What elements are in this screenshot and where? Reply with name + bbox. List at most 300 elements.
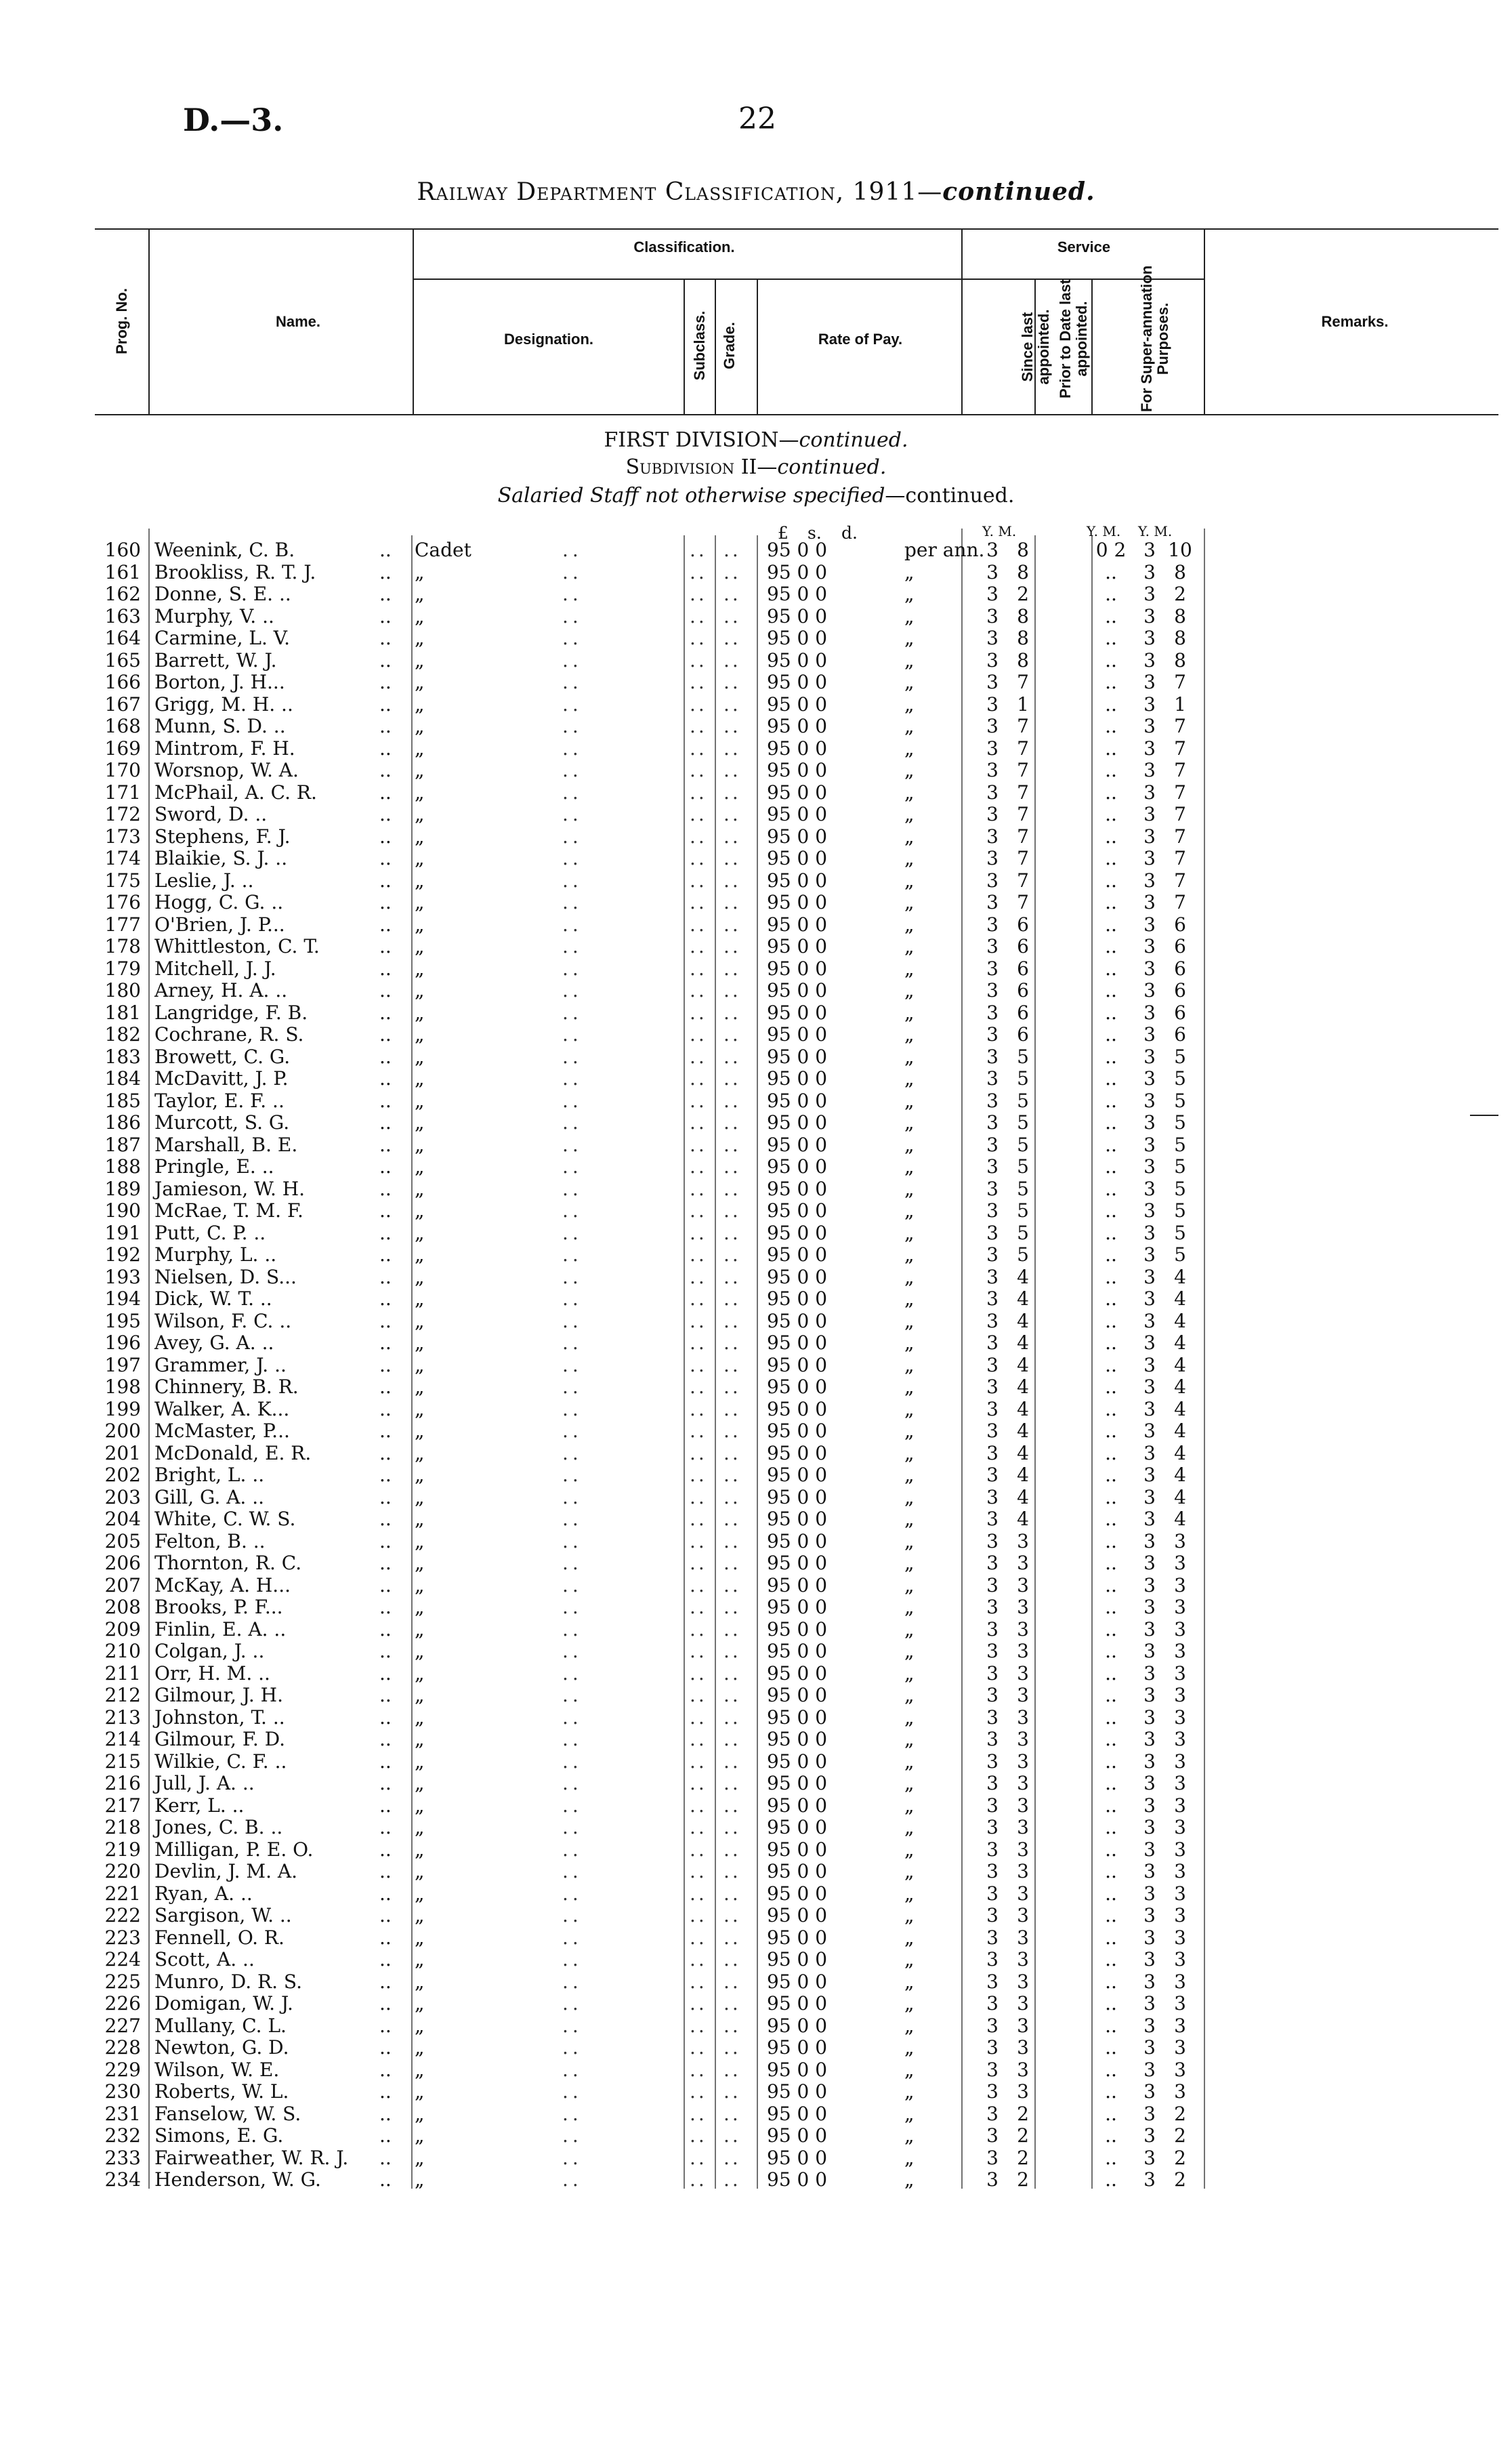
staff-name: Borton, J. H... [154, 671, 285, 693]
super-years: 3 [1143, 1970, 1156, 1993]
grade-cell: .. [723, 1111, 741, 1134]
subdivision-continued: continued. [777, 455, 887, 479]
since-years: 3 [986, 1265, 999, 1288]
table-row [0, 2169, 1512, 2191]
subclass-cell: .. [690, 803, 707, 825]
designation-leader: .. [562, 2080, 583, 2103]
prior-service: .. [1105, 825, 1117, 848]
subclass-cell: .. [690, 1133, 707, 1156]
rate-of-pay: 95 0 0 [767, 1155, 828, 1178]
table-row [0, 936, 1512, 957]
table-row [0, 1751, 1512, 1773]
designation-leader: .. [562, 2014, 583, 2037]
rate-of-pay: 95 0 0 [767, 1420, 828, 1442]
name-leader: .. [379, 737, 392, 760]
name-leader: .. [379, 957, 392, 980]
table-row [0, 1949, 1512, 1970]
table-row [0, 1971, 1512, 1993]
pay-period: „ [904, 1860, 915, 1882]
rate-of-pay: 95 0 0 [767, 1794, 828, 1817]
name-leader: .. [379, 847, 392, 869]
name-leader: .. [379, 1485, 392, 1508]
prog-no: 219 [104, 1838, 141, 1861]
rate-of-pay: 95 0 0 [767, 1728, 828, 1750]
since-months: 7 [1017, 825, 1029, 848]
designation-leader: .. [562, 1485, 583, 1508]
subclass-cell: .. [690, 1529, 707, 1552]
designation-leader: .. [562, 1882, 583, 1905]
pay-period: „ [904, 560, 915, 583]
since-months: 5 [1017, 1067, 1029, 1090]
super-years: 3 [1143, 1067, 1156, 1090]
pay-period: „ [904, 671, 915, 693]
designation: „ [415, 1617, 425, 1640]
staff-name: Grigg, M. H. .. [154, 693, 293, 716]
prior-service: .. [1105, 1309, 1117, 1332]
since-months: 4 [1017, 1331, 1029, 1354]
pay-period: „ [904, 803, 915, 825]
designation: „ [415, 604, 425, 627]
super-years: 3 [1143, 1221, 1156, 1244]
document-reference: D.—3. [183, 102, 284, 138]
staff-name: Jull, J. A. .. [154, 1772, 255, 1794]
name-leader: .. [379, 1728, 392, 1750]
super-years: 3 [1143, 1155, 1156, 1178]
table-row [0, 1575, 1512, 1596]
pay-period: „ [904, 1243, 915, 1266]
prog-no: 161 [104, 560, 141, 583]
designation: „ [415, 1089, 425, 1112]
since-months: 7 [1017, 847, 1029, 869]
table-row [0, 914, 1512, 936]
subclass-cell: .. [690, 1265, 707, 1288]
designation-leader: .. [562, 1089, 583, 1112]
col-header-prior-to-date [1057, 254, 1090, 424]
since-months: 3 [1017, 2014, 1029, 2037]
since-months: 5 [1017, 1155, 1029, 1178]
rate-of-pay: 95 0 0 [767, 560, 828, 583]
super-months: 5 [1174, 1243, 1186, 1266]
pay-period: „ [904, 2080, 915, 2103]
since-months: 3 [1017, 1860, 1029, 1882]
prior-service: .. [1105, 2102, 1117, 2125]
super-years: 3 [1143, 1420, 1156, 1442]
since-months: 5 [1017, 1111, 1029, 1134]
staff-name: Fennell, O. R. [154, 1926, 285, 1949]
designation-leader: .. [562, 1309, 583, 1332]
designation-leader: .. [562, 979, 583, 1002]
since-months: 6 [1017, 979, 1029, 1002]
since-months: 4 [1017, 1353, 1029, 1376]
rate-of-pay: 95 0 0 [767, 979, 828, 1002]
subclass-cell: .. [690, 560, 707, 583]
super-years: 3 [1143, 1706, 1156, 1729]
staff-name: McMaster, P... [154, 1420, 290, 1442]
rate-of-pay: 95 0 0 [767, 1287, 828, 1310]
grade-cell: .. [723, 2014, 741, 2037]
table-row [0, 627, 1512, 649]
prior-service: .. [1105, 803, 1117, 825]
unit-pounds: £ [778, 523, 789, 543]
designation: „ [415, 781, 425, 804]
name-leader: .. [379, 1243, 392, 1266]
table-row [0, 1707, 1512, 1729]
rate-of-pay: 95 0 0 [767, 693, 828, 716]
since-months: 3 [1017, 1992, 1029, 2015]
since-months: 5 [1017, 1221, 1029, 1244]
table-row [0, 539, 1512, 561]
staff-name: Ryan, A. .. [154, 1882, 253, 1905]
pay-period: „ [904, 1265, 915, 1288]
prog-no: 198 [104, 1376, 141, 1398]
since-years: 3 [986, 671, 999, 693]
staff-name: Fairweather, W. R. J. [154, 2146, 349, 2169]
since-months: 3 [1017, 1706, 1029, 1729]
designation-leader: .. [562, 1376, 583, 1398]
since-years: 3 [986, 2058, 999, 2081]
super-years: 3 [1143, 1992, 1156, 2015]
prior-service: .. [1105, 1067, 1117, 1090]
col-header-since-last [1020, 272, 1052, 421]
since-months: 5 [1017, 1243, 1029, 1266]
table-row [0, 1795, 1512, 1817]
table-row [0, 826, 1512, 848]
name-leader: .. [379, 2124, 392, 2147]
since-years: 3 [986, 1133, 999, 1156]
designation-leader: .. [562, 759, 583, 781]
prior-service: .. [1105, 1750, 1117, 1773]
name-leader: .. [379, 1794, 392, 1817]
prior-service: .. [1105, 1882, 1117, 1905]
name-leader: .. [379, 1573, 392, 1596]
pay-period: „ [904, 781, 915, 804]
designation-leader: .. [562, 1926, 583, 1949]
staff-name: McRae, T. M. F. [154, 1199, 303, 1222]
name-leader: .. [379, 2168, 392, 2191]
grade-cell: .. [723, 671, 741, 693]
prior-service: .. [1105, 957, 1117, 980]
subclass-cell: .. [690, 1420, 707, 1442]
staff-name: Roberts, W. L. [154, 2080, 289, 2103]
table-row [0, 2059, 1512, 2081]
name-leader: .. [379, 913, 392, 936]
prog-no: 179 [104, 957, 141, 980]
super-years: 3 [1143, 715, 1156, 737]
rate-of-pay: 95 0 0 [767, 1331, 828, 1354]
designation: „ [415, 1508, 425, 1530]
prog-no: 166 [104, 671, 141, 693]
pay-period: „ [904, 1485, 915, 1508]
prog-no: 232 [104, 2124, 141, 2147]
since-years: 3 [986, 1441, 999, 1464]
subclass-cell: .. [690, 1684, 707, 1706]
super-months: 1 [1174, 693, 1186, 716]
name-leader: .. [379, 1199, 392, 1222]
super-months: 5 [1174, 1111, 1186, 1134]
super-months: 3 [1174, 1860, 1186, 1882]
staff-name: Henderson, W. G. [154, 2168, 321, 2191]
designation-leader: .. [562, 1838, 583, 1861]
rate-of-pay: 95 0 0 [767, 1177, 828, 1200]
prior-service: .. [1105, 1464, 1117, 1486]
since-years: 3 [986, 1529, 999, 1552]
since-months: 5 [1017, 1177, 1029, 1200]
name-leader: .. [379, 1265, 392, 1288]
prior-service: .. [1105, 1023, 1117, 1046]
super-years: 3 [1143, 957, 1156, 980]
name-leader: .. [379, 1441, 392, 1464]
super-months: 4 [1174, 1441, 1186, 1464]
rate-of-pay: 95 0 0 [767, 2080, 828, 2103]
designation-leader: .. [562, 2146, 583, 2169]
grade-cell: .. [723, 1617, 741, 1640]
super-years: 3 [1143, 935, 1156, 957]
table-row [0, 804, 1512, 825]
prog-no: 177 [104, 913, 141, 936]
since-years: 3 [986, 1772, 999, 1794]
prior-service: .. [1105, 2146, 1117, 2169]
table-row [0, 1332, 1512, 1354]
prior-service: .. [1105, 1243, 1117, 1266]
prog-no: 212 [104, 1684, 141, 1706]
subclass-cell: .. [690, 1199, 707, 1222]
super-years: 3 [1143, 1177, 1156, 1200]
grade-cell: .. [723, 1464, 741, 1486]
designation-leader: .. [562, 847, 583, 869]
staff-name: Langridge, F. B. [154, 1001, 308, 1024]
designation: „ [415, 2058, 425, 2081]
prog-no: 199 [104, 1397, 141, 1420]
super-months: 2 [1174, 2124, 1186, 2147]
since-years: 3 [986, 891, 999, 913]
pay-period: „ [904, 1970, 915, 1993]
table-row [0, 1640, 1512, 1662]
super-months: 7 [1174, 803, 1186, 825]
prior-service: .. [1105, 1287, 1117, 1310]
table-row [0, 1552, 1512, 1574]
designation-leader: .. [562, 560, 583, 583]
prog-no: 214 [104, 1728, 141, 1750]
title-continued: continued. [942, 178, 1095, 206]
designation: „ [415, 1882, 425, 1905]
staff-name: Wilkie, C. F. .. [154, 1750, 287, 1773]
grade-cell: .. [723, 803, 741, 825]
since-years: 3 [986, 1243, 999, 1266]
rate-of-pay: 95 0 0 [767, 1904, 828, 1926]
rate-of-pay: 95 0 0 [767, 1133, 828, 1156]
since-years: 3 [986, 1155, 999, 1178]
grade-cell: .. [723, 583, 741, 605]
subclass-cell: .. [690, 693, 707, 716]
super-months: 2 [1174, 2146, 1186, 2169]
since-months: 3 [1017, 1772, 1029, 1794]
since-years: 3 [986, 1860, 999, 1882]
super-years: 3 [1143, 693, 1156, 716]
designation-leader: .. [562, 825, 583, 848]
subclass-cell: .. [690, 1067, 707, 1090]
super-years: 3 [1143, 1926, 1156, 1949]
super-years: 3 [1143, 1376, 1156, 1398]
col-header-grade: Grade. [721, 322, 738, 369]
designation: „ [415, 2124, 425, 2147]
grade-cell: .. [723, 1376, 741, 1398]
name-leader: .. [379, 1089, 392, 1112]
unit-super-ym: Y. M. [1138, 523, 1173, 539]
super-years: 3 [1143, 648, 1156, 672]
since-months: 7 [1017, 671, 1029, 693]
name-leader: .. [379, 2146, 392, 2169]
designation: „ [415, 957, 425, 980]
designation-leader: .. [562, 627, 583, 649]
designation: „ [415, 2014, 425, 2037]
name-leader: .. [379, 2102, 392, 2125]
since-years: 3 [986, 869, 999, 892]
designation-leader: .. [562, 2102, 583, 2125]
since-years: 3 [986, 648, 999, 672]
prior-service: .. [1105, 1684, 1117, 1706]
designation: „ [415, 1992, 425, 2015]
super-months: 8 [1174, 648, 1186, 672]
staff-name: Blaikie, S. J. .. [154, 847, 288, 869]
designation-leader: .. [562, 1860, 583, 1882]
designation-leader: .. [562, 1970, 583, 1993]
rate-of-pay: 95 0 0 [767, 2102, 828, 2125]
super-months: 7 [1174, 869, 1186, 892]
prog-no: 231 [104, 2102, 141, 2125]
designation-leader: .. [562, 781, 583, 804]
super-months: 5 [1174, 1155, 1186, 1178]
rate-of-pay: 95 0 0 [767, 1992, 828, 2015]
designation: „ [415, 560, 425, 583]
super-years: 3 [1143, 1485, 1156, 1508]
prior-service: .. [1105, 1420, 1117, 1442]
rate-of-pay: 95 0 0 [767, 1265, 828, 1288]
prog-no: 195 [104, 1309, 141, 1332]
table-row [0, 1068, 1512, 1090]
prior-service: .. [1105, 1992, 1117, 2015]
grade-cell: .. [723, 1992, 741, 2015]
designation-leader: .. [562, 1661, 583, 1685]
subclass-cell: .. [690, 1904, 707, 1926]
pay-period: „ [904, 1838, 915, 1861]
super-years: 3 [1143, 1904, 1156, 1926]
prog-no: 167 [104, 693, 141, 716]
subclass-cell: .. [690, 2102, 707, 2125]
designation-leader: .. [562, 1420, 583, 1442]
table-row [0, 1905, 1512, 1926]
designation: „ [415, 1728, 425, 1750]
pay-period: „ [904, 1882, 915, 1905]
grade-cell: .. [723, 1089, 741, 1112]
grade-cell: .. [723, 1661, 741, 1685]
subclass-cell: .. [690, 825, 707, 848]
subclass-cell: .. [690, 1309, 707, 1332]
super-months: 3 [1174, 1970, 1186, 1993]
staff-name: Kerr, L. .. [154, 1794, 245, 1817]
since-months: 7 [1017, 737, 1029, 760]
since-years: 3 [986, 1706, 999, 1729]
table-row [0, 782, 1512, 804]
super-years: 3 [1143, 1199, 1156, 1222]
pay-period: „ [904, 2014, 915, 2037]
rate-of-pay: 95 0 0 [767, 2036, 828, 2059]
staff-name: Taylor, E. F. .. [154, 1089, 285, 1112]
pay-period: „ [904, 913, 915, 936]
subclass-cell: .. [690, 737, 707, 760]
grade-cell: .. [723, 2168, 741, 2191]
name-leader: .. [379, 1045, 392, 1068]
prior-service: .. [1105, 1177, 1117, 1200]
super-years: 3 [1143, 2058, 1156, 2081]
subclass-cell: .. [690, 1882, 707, 1905]
name-leader: .. [379, 1287, 392, 1310]
name-leader: .. [379, 1464, 392, 1486]
grade-cell: .. [723, 539, 741, 561]
staff-name: McPhail, A. C. R. [154, 781, 317, 804]
rate-of-pay: 95 0 0 [767, 2058, 828, 2081]
since-years: 3 [986, 759, 999, 781]
staff-heading [0, 484, 1512, 508]
prog-no: 193 [104, 1265, 141, 1288]
since-months: 4 [1017, 1376, 1029, 1398]
since-years: 3 [986, 1728, 999, 1750]
designation-leader: .. [562, 1617, 583, 1640]
grade-cell: .. [723, 1750, 741, 1773]
super-months: 3 [1174, 1904, 1186, 1926]
super-years: 3 [1143, 1529, 1156, 1552]
table-row [0, 1619, 1512, 1640]
since-years: 3 [986, 1023, 999, 1046]
table-row [0, 694, 1512, 716]
pay-period: „ [904, 1111, 915, 1134]
name-leader: .. [379, 1684, 392, 1706]
designation: „ [415, 2168, 425, 2191]
subclass-cell: .. [690, 1816, 707, 1838]
super-months: 5 [1174, 1199, 1186, 1222]
designation: „ [415, 1706, 425, 1729]
staff-name: Pringle, E. .. [154, 1155, 274, 1178]
super-months: 3 [1174, 2080, 1186, 2103]
pay-period: „ [904, 847, 915, 869]
designation-leader: .. [562, 1772, 583, 1794]
since-years: 3 [986, 1816, 999, 1838]
prior-service: .. [1105, 1001, 1117, 1024]
name-leader: .. [379, 1133, 392, 1156]
prior-service: .. [1105, 935, 1117, 957]
designation: „ [415, 1552, 425, 1574]
designation: „ [415, 759, 425, 781]
super-years: 3 [1143, 1089, 1156, 1112]
rate-of-pay: 95 0 0 [767, 1882, 828, 1905]
subclass-cell: .. [690, 1573, 707, 1596]
designation: „ [415, 627, 425, 649]
super-years: 3 [1143, 1617, 1156, 1640]
prog-no: 183 [104, 1045, 141, 1068]
subclass-cell: .. [690, 627, 707, 649]
rate-of-pay: 95 0 0 [767, 1464, 828, 1486]
since-years: 3 [986, 604, 999, 627]
super-years: 3 [1143, 2036, 1156, 2059]
rate-of-pay: 95 0 0 [767, 1353, 828, 1376]
super-years: 3 [1143, 2146, 1156, 2169]
rate-of-pay: 95 0 0 [767, 1508, 828, 1530]
pay-period: „ [904, 957, 915, 980]
table-row [0, 1927, 1512, 1949]
designation: „ [415, 2146, 425, 2169]
subclass-cell: .. [690, 604, 707, 627]
super-years: 3 [1143, 759, 1156, 781]
prior-service: .. [1105, 869, 1117, 892]
